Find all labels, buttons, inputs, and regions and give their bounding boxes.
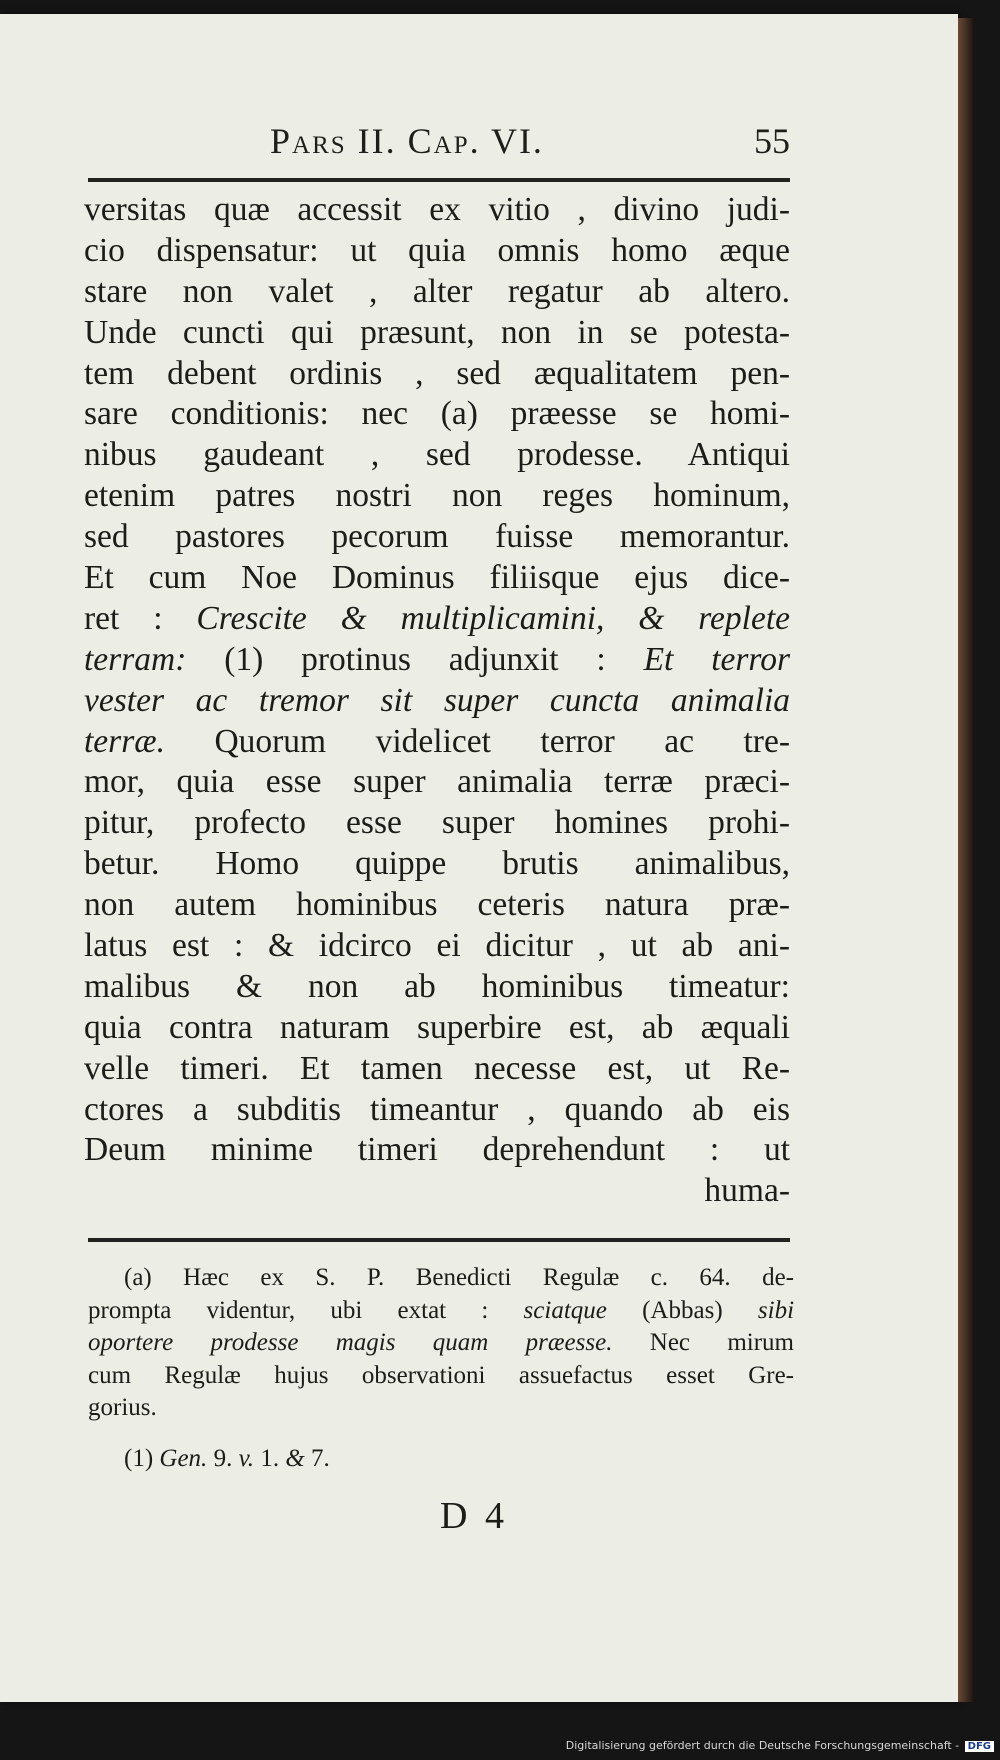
credit-text: Digitalisierung gefördert durch die Deutsche Forschungsgemeinschaft - [565, 1739, 960, 1752]
text-run: Crescite & multiplicamini, & replete [196, 599, 790, 637]
text-line [84, 1171, 790, 1212]
text-run: ret : [84, 599, 197, 637]
text-line [84, 517, 790, 558]
text-run: Nec mirum [612, 1329, 794, 1356]
text-run: mor, quia esse super animalia terræ præci- [84, 763, 790, 801]
text-line [84, 354, 790, 395]
text-run: prompta videntur, ubi extat : [88, 1296, 524, 1324]
text-line [84, 967, 790, 1008]
signature-mark: D 4 [440, 1495, 508, 1537]
footnotes [88, 1262, 794, 1475]
header-rule [88, 178, 790, 182]
text-run: versitas quæ accessit ex vitio , divino judi- [84, 191, 790, 228]
text-run: latus est : & idcirco ei dicitur , ut ab ani- [84, 927, 790, 965]
footnote-a-line [88, 1262, 794, 1295]
text-run: 9. [207, 1444, 239, 1472]
text-line [84, 394, 790, 435]
page-number: 55 [754, 121, 790, 161]
text-run: (1) protinus adjunxit : [186, 640, 644, 678]
text-run: Deum minime timeri deprehendunt : ut [84, 1131, 790, 1169]
text-run: betur. Homo quippe brutis animalibus, [84, 845, 790, 883]
text-run: 1. [254, 1444, 286, 1472]
text-line [84, 476, 790, 517]
text-run: cum Regulæ hujus observationi assuefactus esset Gre- [88, 1361, 794, 1389]
text-line [84, 313, 790, 354]
text-line [84, 762, 790, 803]
text-line [84, 885, 790, 926]
text-run: sciatque [523, 1296, 607, 1324]
text-run: Quorum videlicet terror ac tre- [164, 722, 790, 760]
digitization-credit [566, 1739, 994, 1752]
main-text [84, 190, 790, 1212]
text-run: sare conditionis: nec (a) præesse se homi- [84, 395, 790, 433]
text-run: pitur, profecto esse super homines prohi- [84, 804, 790, 842]
text-run: Et cum Noe Dominus filiisque ejus dice- [84, 559, 790, 597]
text-line [84, 1008, 790, 1049]
footnote-rule [88, 1238, 790, 1242]
text-line [84, 926, 790, 967]
text-run: etenim patres nostri non reges hominum, [84, 477, 790, 515]
text-line [84, 844, 790, 885]
footnote-a-line [88, 1392, 794, 1425]
book-edge [958, 18, 974, 1702]
footnote-1-line [88, 1443, 794, 1476]
text-run: Et terror [643, 640, 790, 678]
text-line [84, 558, 790, 599]
text-run: quia contra naturam superbire est, ab æquali [84, 1008, 790, 1046]
text-run: v. [238, 1444, 255, 1472]
text-run: oportere prodesse magis quam præesse. [88, 1329, 613, 1356]
text-line [84, 803, 790, 844]
text-run: (1) [124, 1444, 160, 1472]
text-run: (a) Hæc ex S. P. Benedicti Regulæ c. 64. de- [124, 1264, 794, 1291]
text-run: Unde cuncti qui præsunt, non in se potesta- [84, 313, 790, 351]
text-run: stare non valet , alter regatur ab altero. [84, 272, 790, 310]
text-run: vester ac tremor sit super cuncta animalia [84, 681, 790, 719]
text-line [84, 599, 790, 640]
text-run: sibi [757, 1296, 795, 1324]
text-run: 7. [304, 1444, 330, 1472]
running-title: Pars II. Cap. VI. [270, 121, 544, 161]
text-line [84, 190, 790, 231]
text-run: ctores a subditis timeantur , quando ab eis [84, 1090, 790, 1128]
text-line [84, 231, 790, 272]
page-header [90, 120, 790, 170]
footnote-a-line [88, 1327, 794, 1360]
text-run: non autem hominibus ceteris natura præ- [84, 886, 790, 924]
text-run: huma- [704, 1172, 790, 1210]
footnote-a-line [88, 1360, 794, 1393]
text-run: velle timeri. Et tamen necesse est, ut Re- [84, 1049, 790, 1087]
dfg-logo: DFG [965, 1741, 994, 1752]
footnote-a-line [88, 1295, 794, 1328]
text-run: terram: [84, 640, 187, 678]
text-run: malibus & non ab hominibus timeatur: [84, 967, 790, 1005]
text-run: Gen. [159, 1444, 208, 1472]
text-run: & [285, 1444, 305, 1472]
text-run: sed pastores pecorum fuisse memorantur. [84, 518, 790, 556]
text-line [84, 681, 790, 722]
text-line [84, 1090, 790, 1131]
text-line [84, 1049, 790, 1090]
text-run: (Abbas) [606, 1296, 758, 1324]
text-run: cio dispensatur: ut quia omnis homo æque [84, 231, 790, 269]
text-run: gorius. [88, 1394, 157, 1421]
text-line [84, 640, 790, 681]
text-line [84, 435, 790, 476]
text-run: tem debent ordinis , sed æqualitatem pen- [84, 354, 790, 392]
text-line [84, 722, 790, 763]
text-run: terræ. [84, 722, 165, 760]
text-line [84, 1130, 790, 1171]
text-line [84, 272, 790, 313]
text-run: nibus gaudeant , sed prodesse. Antiqui [84, 436, 790, 474]
